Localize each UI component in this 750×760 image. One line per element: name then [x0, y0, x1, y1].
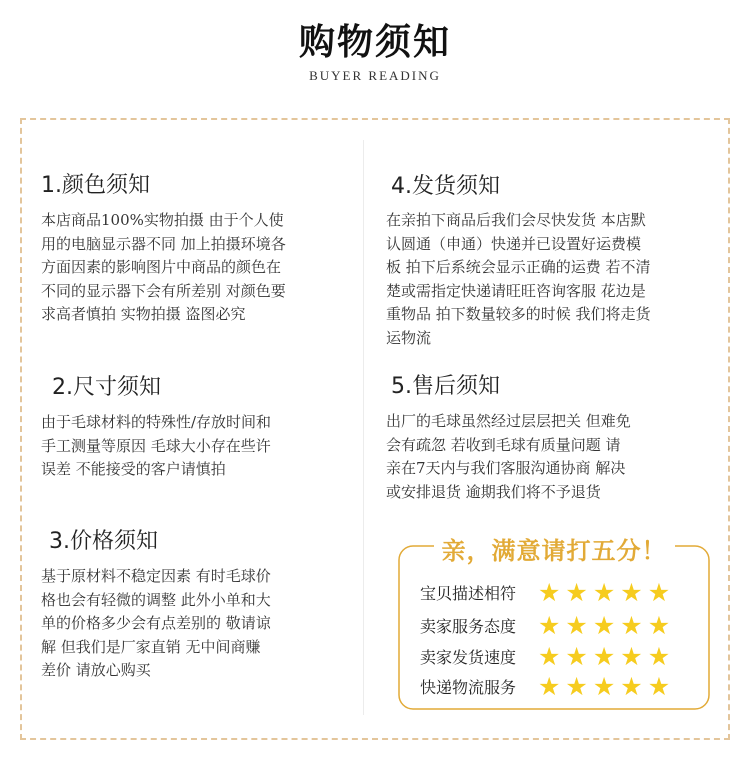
rating-label: 卖家服务态度	[420, 616, 517, 636]
rating-row	[420, 641, 670, 671]
star-icon: ★	[647, 671, 671, 701]
rating-label: 卖家发货速度	[420, 647, 517, 667]
section-body: 本店商品100%实物拍摄 由于个人使 用的电脑显示器不同 加上拍摄环境各 方面因素的影响图片中商品的颜色在 不同的显示器下会有所差别 对颜色要 求高者慎拍 实物拍摄 盗图必究	[41, 211, 286, 323]
star-icon: ★	[620, 641, 643, 671]
section-heading: 4.发货须知	[391, 174, 500, 199]
star-icon: ★	[620, 610, 643, 640]
section-heading: 1.颜色须知	[41, 173, 150, 198]
rating-title: 亲，满意请打五分！	[398, 531, 710, 566]
star-rating	[538, 671, 671, 701]
section-aftersales	[386, 369, 721, 504]
star-icon: ★	[565, 641, 588, 671]
column-divider	[363, 140, 364, 715]
section-heading: 2.尺寸须知	[52, 375, 161, 400]
section-body: 基于原材料不稳定因素 有时毛球价 格也会有轻微的调整 此外小单和大 单的价格多少会有点差别的 敬请谅 解 但我们是厂家直销 无中间商赚 差价 请放心购买	[41, 567, 271, 679]
rating-label: 宝贝描述相符	[420, 583, 517, 603]
rating-row	[420, 610, 670, 640]
star-icon: ★	[538, 577, 561, 607]
star-icon: ★	[538, 671, 561, 701]
star-icon: ★	[620, 577, 643, 607]
section-heading: 5.售后须知	[391, 374, 500, 399]
rating-box	[398, 537, 710, 710]
star-icon: ★	[592, 641, 616, 671]
star-icon: ★	[620, 671, 643, 701]
section-shipping	[386, 169, 721, 350]
star-icon: ★	[647, 641, 671, 671]
section-body: 由于毛球材料的特殊性/存放时间和 手工测量等原因 毛球大小存在些许 误差 不能接受的客户请慎拍	[41, 413, 272, 478]
rating-label: 快递物流服务	[420, 677, 517, 697]
page-title: 购物须知	[298, 21, 451, 63]
star-rating	[538, 641, 671, 671]
star-icon: ★	[647, 610, 671, 640]
section-color	[41, 168, 361, 327]
section-body: 出厂的毛球虽然经过层层把关 但难免 会有疏忽 若收到毛球有质量问题 请 亲在7天内与我们客服沟通协商 解决 或安排退货 逾期我们将不予退货	[386, 412, 631, 501]
page-subtitle: BUYER READING	[309, 68, 441, 83]
section-size	[41, 370, 362, 482]
rating-row	[420, 577, 670, 607]
star-icon: ★	[565, 671, 588, 701]
star-rating	[538, 577, 671, 607]
star-icon: ★	[592, 671, 616, 701]
star-icon: ★	[565, 610, 588, 640]
star-icon: ★	[538, 641, 561, 671]
star-icon: ★	[592, 610, 616, 640]
section-price	[41, 524, 359, 683]
star-icon: ★	[538, 610, 561, 640]
section-heading: 3.价格须知	[49, 529, 158, 554]
section-body: 在亲拍下商品后我们会尽快发货 本店默 认圆通（申通）快递并已设置好运费模 板 拍下后系统会显示正确的运费 若不清 楚或需指定快递请旺旺咨询客服 花边是 重物品 拍下数量较多的时候 我们将走货 运物流	[386, 211, 651, 347]
star-icon: ★	[647, 577, 671, 607]
rating-row	[420, 671, 670, 701]
star-rating	[538, 610, 671, 640]
star-icon: ★	[592, 577, 616, 607]
star-icon: ★	[565, 577, 588, 607]
